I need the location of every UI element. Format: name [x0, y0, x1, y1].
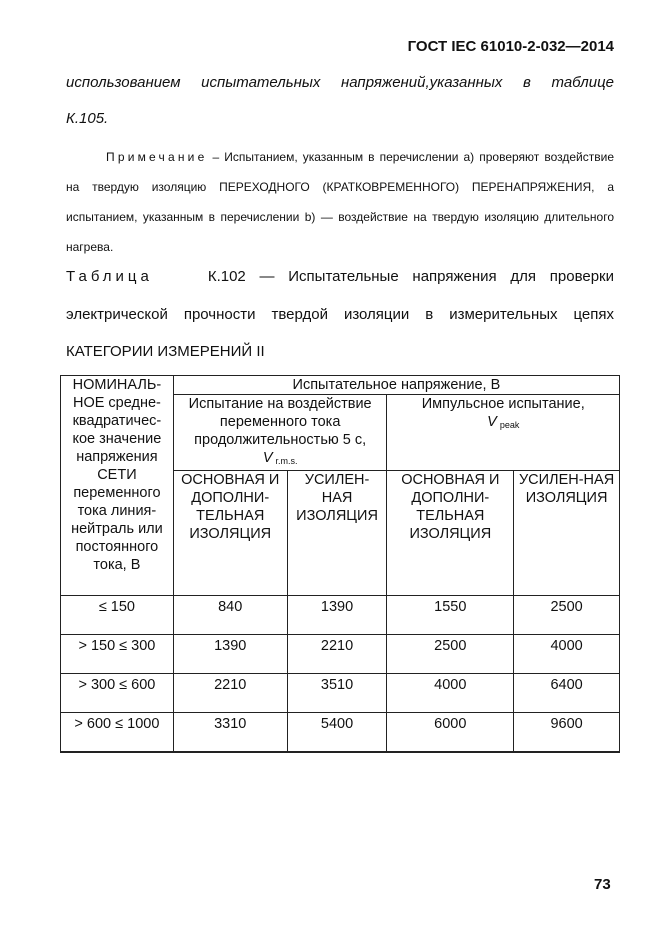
impulse-symbol: V [487, 414, 497, 430]
impulse-reinforced-cell: 2500 [514, 596, 620, 635]
table-row [61, 596, 620, 635]
impulse-test-label: Импульсное испытание, [421, 396, 585, 412]
table-row [61, 635, 620, 674]
ac-basic-insulation-header: ОСНОВНАЯ И ДОПОЛНИ-ТЕЛЬНАЯ ИЗОЛЯЦИЯ [173, 471, 287, 596]
intro-line-2: К.105. [66, 110, 109, 127]
ac-reinforced-cell: 5400 [287, 713, 387, 753]
voltage-range-cell: > 300 ≤ 600 [61, 674, 174, 713]
test-voltage-table [60, 375, 620, 753]
impulse-test-header [387, 395, 620, 471]
impulse-basic-cell: 2500 [387, 635, 514, 674]
impulse-basic-insulation-header: ОСНОВНАЯ И ДОПОЛНИ-ТЕЛЬНАЯ ИЗОЛЯЦИЯ [387, 471, 514, 596]
table-caption-rest: К.102 — Испытательные напряжения для проверки [207, 268, 614, 285]
ac-reinforced-insulation-header: УСИЛЕН-НАЯ ИЗОЛЯЦИЯ [287, 471, 387, 596]
impulse-basic-cell: 4000 [387, 674, 514, 713]
ac-symbol: V [262, 450, 273, 466]
impulse-subscript: peak [499, 420, 520, 430]
table-row [61, 674, 620, 713]
page-number: 73 [594, 876, 611, 893]
note-text: – Испытанием, указанным в перечислении a) проверяют воздействие на твердую изоляцию ПЕРЕХОДНОГО (КРАТКОВРЕМЕННОГО) ПЕРЕНАПРЯЖЕНИЯ, а испытанием, указанным в перечислении b) — воздействие на твердую изоляцию длительного нагрева. [66, 150, 614, 254]
ac-test-label: Испытание на воздействие переменного тока продолжительностью 5 с, [188, 396, 372, 448]
voltage-range-cell: > 150 ≤ 300 [61, 635, 174, 674]
ac-reinforced-cell: 2210 [287, 635, 387, 674]
ac-reinforced-cell: 3510 [287, 674, 387, 713]
ac-basic-cell: 840 [173, 596, 287, 635]
ac-basic-cell: 2210 [173, 674, 287, 713]
ac-basic-cell: 1390 [173, 635, 287, 674]
ac-basic-cell: 3310 [173, 713, 287, 753]
ac-reinforced-cell: 1390 [287, 596, 387, 635]
impulse-basic-cell: 1550 [387, 596, 514, 635]
impulse-reinforced-cell: 9600 [514, 713, 620, 753]
table-caption-lead: Таблица [66, 268, 153, 285]
impulse-reinforced-cell: 4000 [514, 635, 620, 674]
nominal-voltage-header: НОМИНАЛЬ-НОЕ средне-квадратичес-кое значение напряжения СЕТИ переменного тока линия-нейтраль или постоянного тока, В [61, 376, 174, 596]
table-caption-line-1 [66, 268, 614, 285]
table-caption-line-3: КАТЕГОРИИ ИЗМЕРЕНИЙ II [66, 343, 265, 360]
impulse-reinforced-insulation-header: УСИЛЕН-НАЯ ИЗОЛЯЦИЯ [514, 471, 620, 596]
ac-subscript: r.m.s. [275, 456, 298, 466]
voltage-range-cell: ≤ 150 [61, 596, 174, 635]
test-voltage-group-header: Испытательное напряжение, В [173, 376, 619, 395]
note-lead: Примечание [106, 150, 208, 164]
note-paragraph [66, 142, 614, 262]
table-row [61, 713, 620, 753]
document-header: ГОСТ IEC 61010-2-032—2014 [407, 38, 614, 55]
voltage-range-cell: > 600 ≤ 1000 [61, 713, 174, 753]
table-caption-line-2: электрической прочности твердой изоляции в измерительных цепях [66, 306, 614, 323]
impulse-reinforced-cell: 6400 [514, 674, 620, 713]
impulse-basic-cell: 6000 [387, 713, 514, 753]
ac-test-header [173, 395, 387, 471]
intro-line-1: использованием испытательных напряжений,указанных в таблице [66, 74, 614, 91]
